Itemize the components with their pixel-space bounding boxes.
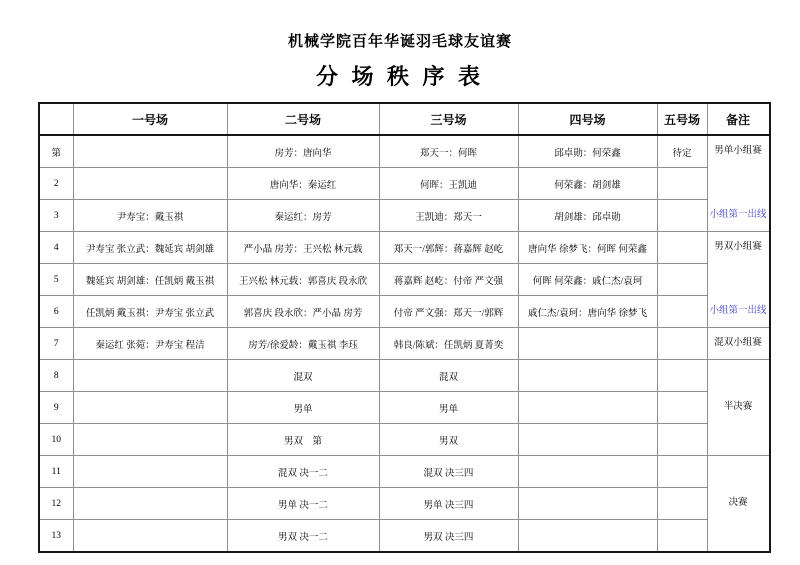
header-court-1: 一号场 — [73, 103, 227, 135]
match-cell: 胡剑雄：邱卓勋 — [518, 200, 657, 232]
remark-stage-label: 混双小组赛 — [714, 338, 762, 348]
row-number: 9 — [39, 392, 73, 424]
header-remarks: 备注 — [707, 103, 770, 135]
header-court-4: 四号场 — [518, 103, 657, 135]
match-cell: 郑天一/郭辉：蒋嘉辉 赵屹 — [379, 232, 518, 264]
match-cell: 王凯迪：郑天一 — [379, 200, 518, 232]
match-cell: 付帝 严文强：郑天一/郭辉 — [379, 296, 518, 328]
remark-advance-label: 小组第一出线 — [709, 209, 767, 220]
row-number: 4 — [39, 232, 73, 264]
match-cell: 郭喜庆 段永欣：严小晶 房芳 — [227, 296, 379, 328]
header-blank — [39, 103, 73, 135]
table-row — [39, 264, 770, 296]
row-number: 8 — [39, 360, 73, 392]
table-row — [39, 200, 770, 232]
match-cell: 男双 第 — [227, 424, 379, 456]
match-cell — [657, 424, 707, 456]
match-cell: 房芳：唐向华 — [227, 135, 379, 168]
schedule-table — [38, 102, 771, 553]
row-number: 3 — [39, 200, 73, 232]
match-cell — [73, 424, 227, 456]
row-number: 11 — [39, 456, 73, 488]
match-cell: 严小晶 房芳：王兴松 林元载 — [227, 232, 379, 264]
match-cell: 何晖 何荣鑫：戚仁杰/袁珂 — [518, 264, 657, 296]
match-cell: 郑天一：何晖 — [379, 135, 518, 168]
match-cell — [73, 488, 227, 520]
match-cell — [518, 328, 657, 360]
match-cell: 秦运红 张菀：尹寿宝 程洁 — [73, 328, 227, 360]
match-cell — [657, 360, 707, 392]
remark-cell — [707, 135, 770, 232]
match-cell: 任凯炳 戴玉祺：尹寿宝 张立武 — [73, 296, 227, 328]
match-cell: 蒋嘉辉 赵屹：付帝 严文强 — [379, 264, 518, 296]
tournament-title: 机械学院百年华诞羽毛球友谊赛 — [287, 34, 512, 50]
table-row — [39, 328, 770, 360]
match-cell — [657, 488, 707, 520]
remark-cell — [707, 456, 770, 553]
header-row — [39, 103, 770, 135]
match-cell — [518, 360, 657, 392]
match-cell — [73, 456, 227, 488]
match-cell — [518, 424, 657, 456]
table-row — [39, 232, 770, 264]
match-cell: 男单 — [379, 392, 518, 424]
match-cell — [73, 168, 227, 200]
match-cell — [73, 392, 227, 424]
remark-cell — [707, 232, 770, 328]
remark-stage-label: 半决赛 — [723, 402, 753, 413]
match-cell: 混双 — [227, 360, 379, 392]
table-row — [39, 360, 770, 392]
remark-stage-label: 男单小组赛 — [714, 146, 762, 156]
row-number: 6 — [39, 296, 73, 328]
row-number: 12 — [39, 488, 73, 520]
match-cell: 王兴松 林元载：郭喜庆 段永欣 — [227, 264, 379, 296]
match-cell: 戚仁杰/袁珂：唐向华 徐梦飞 — [518, 296, 657, 328]
row-number: 7 — [39, 328, 73, 360]
match-cell — [518, 392, 657, 424]
match-cell: 何晖：王凯迪 — [379, 168, 518, 200]
match-cell: 唐向华：秦运红 — [227, 168, 379, 200]
table-row — [39, 296, 770, 328]
remark-stage-label: 男双小组赛 — [714, 242, 762, 252]
row-number: 10 — [39, 424, 73, 456]
match-cell — [657, 328, 707, 360]
match-cell: 男单 — [227, 392, 379, 424]
match-cell: 邱卓勋：何荣鑫 — [518, 135, 657, 168]
match-cell — [657, 232, 707, 264]
match-cell: 混双 — [379, 360, 518, 392]
table-row — [39, 135, 770, 168]
row-number: 第 — [39, 135, 73, 168]
remark-advance-label: 小组第一出线 — [709, 305, 767, 316]
match-cell — [657, 168, 707, 200]
table-row — [39, 520, 770, 553]
row-number: 2 — [39, 168, 73, 200]
match-cell — [73, 135, 227, 168]
header-court-2: 二号场 — [227, 103, 379, 135]
row-number: 5 — [39, 264, 73, 296]
table-row — [39, 424, 770, 456]
row-number: 13 — [39, 520, 73, 553]
match-cell — [518, 488, 657, 520]
match-cell: 待定 — [657, 135, 707, 168]
match-cell: 房芳/徐爱龄：戴玉祺 李珏 — [227, 328, 379, 360]
match-cell — [657, 264, 707, 296]
match-cell: 男单 决一二 — [227, 488, 379, 520]
remark-cell — [707, 328, 770, 360]
match-cell: 尹寿宝 张立武：魏延宾 胡剑雄 — [73, 232, 227, 264]
table-row — [39, 392, 770, 424]
table-row — [39, 488, 770, 520]
match-cell: 韩良/陈斌：任凯炳 夏菁奕 — [379, 328, 518, 360]
match-cell: 何荣鑫：胡剑雄 — [518, 168, 657, 200]
match-cell: 男双 决一二 — [227, 520, 379, 553]
match-cell: 混双 决一二 — [227, 456, 379, 488]
match-cell: 尹寿宝：戴玉祺 — [73, 200, 227, 232]
table-row — [39, 168, 770, 200]
match-cell — [657, 200, 707, 232]
match-cell — [657, 456, 707, 488]
remark-stage-label: 决赛 — [728, 498, 748, 509]
match-cell: 魏延宾 胡剑雄：任凯炳 戴玉祺 — [73, 264, 227, 296]
match-cell: 男双 决三四 — [379, 520, 518, 553]
match-cell: 唐向华 徐梦飞：何晖 何荣鑫 — [518, 232, 657, 264]
header-court-3: 三号场 — [379, 103, 518, 135]
match-cell — [657, 520, 707, 553]
schedule-subtitle: 分 场 秩 序 表 — [315, 64, 484, 89]
header-court-5: 五号场 — [657, 103, 707, 135]
match-cell — [73, 360, 227, 392]
match-cell: 混双 决三四 — [379, 456, 518, 488]
match-cell — [518, 520, 657, 553]
match-cell — [73, 520, 227, 553]
match-cell: 男单 决三四 — [379, 488, 518, 520]
match-cell — [518, 456, 657, 488]
match-cell — [657, 392, 707, 424]
match-cell — [657, 296, 707, 328]
remark-cell — [707, 360, 770, 456]
match-cell: 男双 — [379, 424, 518, 456]
table-row — [39, 456, 770, 488]
match-cell: 秦运红：房芳 — [227, 200, 379, 232]
